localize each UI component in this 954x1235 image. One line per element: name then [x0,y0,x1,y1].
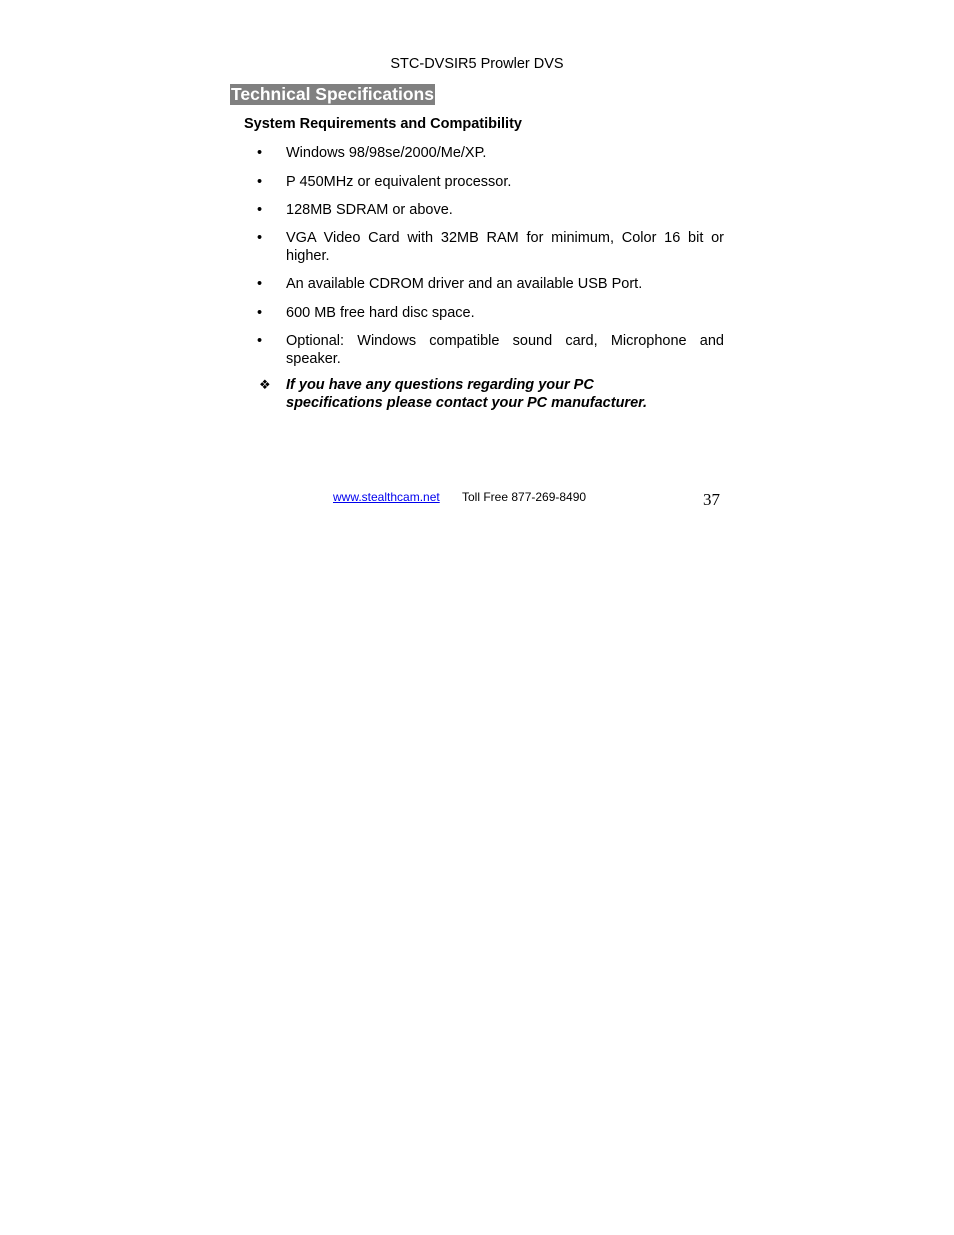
note-text [286,376,706,412]
website-link[interactable]: www.stealthcam.net [333,490,440,504]
page-header-title: STC-DVSIR5 Prowler DVS [390,56,564,72]
bullet-icon: • [257,145,263,161]
list-item-text: Optional: Windows compatible sound card, Microphone and speaker. [286,333,724,367]
toll-free-number: Toll Free 877-269-8490 [462,490,587,504]
diamond-bullet-icon: ❖ [259,377,271,392]
bullet-icon: • [257,333,263,349]
list-item-text: Windows 98/98se/2000/Me/XP. [286,145,487,161]
list-item-text: VGA Video Card with 32MB RAM for minimum, Color 16 bit or higher. [286,230,724,264]
page-number: 37 [703,490,720,509]
list-item-text: 600 MB free hard disc space. [286,305,475,321]
bullet-icon: • [257,230,263,246]
bullet-icon: • [257,305,263,321]
subsection-title: System Requirements and Compatibility [244,116,522,132]
list-item-text: 128MB SDRAM or above. [286,202,453,218]
bullet-icon: • [257,174,263,190]
bullet-icon: • [257,276,263,292]
list-item-text: An available CDROM driver and an available USB Port. [286,276,643,292]
list-item-text: P 450MHz or equivalent processor. [286,174,512,190]
note-line-1: If you have any questions regarding your PC [286,377,594,393]
bullet-icon: • [257,202,263,218]
note-line-2: specifications please contact your PC manufacturer. [286,395,648,411]
section-title: Technical Specifications [231,84,434,104]
